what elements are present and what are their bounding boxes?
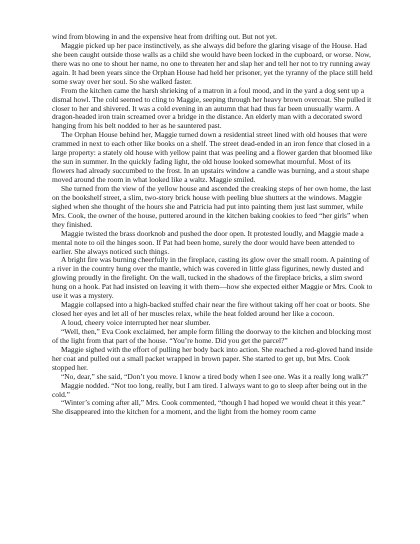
- paragraph-13: Maggie nodded. “Not too long, really, but I am tired. I always want to go to sleep after being out in the cold.”: [52, 380, 367, 399]
- paragraph-5: She turned from the view of the yellow house and ascended the creaking steps of her own home, the last on the bookshelf street, a slim, two-story brick house with peeling blue shutters at the windows. Maggie sighed when she thought of the hours she and Patricia had put into painting them just last summer, while Mrs. Cook, the owner of the house, puttered around in the kitchen baking cookies to feed “her girls” when they finished.: [52, 183, 372, 229]
- paragraph-14: “Winter’s coming after all,” Mrs. Cook commented, “though I had hoped we would cheat it this year.” She disappeared into the kitchen for a moment, and the light from the homey room came: [52, 398, 366, 417]
- paragraph-3: From the kitchen came the harsh shrieking of a matron in a foul mood, and in the yard a dog sent up a dismal howl. The cold seemed to cling to Maggie, seeping through her heavy brown overcoat. She pulled it closer to her and shivered. It was a cold evening in an autumn that had thus far been unusually warm. A dragon-headed iron train screamed over a bridge in the distance. An elderly man with a decorated sword hanging from his belt nodded to her as he sauntered past.: [52, 85, 372, 131]
- paragraph-7: A bright fire was burning cheerfully in the fireplace, casting its glow over the small room. A painting of a river in the country hung over the mantle, which was covered in little glass figurines, newly dusted and glowing proudly in the firelight. On the wall, tucked in the shadows of the fireplace bricks, a slim sword hung on a hook. Pat had insisted on leaving it with them—how she expected either Maggie or Mrs. Cook to use it was a mystery.: [52, 255, 373, 301]
- paragraph-10: “Well, then,” Eva Cook exclaimed, her ample form filling the doorway to the kitchen and blocking most of the light from that part of the house. “You’re home. Did you get the parcel?”: [52, 326, 372, 345]
- paragraph-4: The Orphan House behind her, Maggie turned down a residential street lined with old houses that were crammed in next to each other like books on a shelf. The street dead-ended in an iron fence that closed in a large property: a stately old house with yellow paint that was peeling and a flower garden that bloomed like the sun in summer. In the quickly fading light, the old house looked somewhat mournful. Most of its flowers had already succumbed to the frost. In an upstairs window a candle was burning, and a stout shape moved around the room in what looked like a waltz. Maggie smiled.: [52, 130, 372, 184]
- paragraph-9: A loud, cheery voice interrupted her near slumber.: [61, 318, 211, 327]
- paragraph-12: “No, dear,” she said, “Don’t you move. I know a tired body when I see one. Was it a really long walk?”: [61, 371, 369, 381]
- paragraph-8: Maggie collapsed into a high-backed stuffed chair near the fire without taking off her coat or boots. She closed her eyes and let all of her muscles relax, while the heat folded around her like a cocoon.: [52, 300, 370, 319]
- paragraph-1: wind from blowing in and the expensive heat from drifting out. But not yet.: [52, 32, 277, 41]
- paragraph-2: Maggie picked up her pace instinctively, as she always did before the glaring visage of the House. Had she been caught outside those walls as a child she would have been locked in the cupboard, or worse. Now, there was no one to shout her name, no one to threaten her and slap her and tell her not to try running away again. It had been years since the Orphan House had held her prisoner, yet the tyranny of the place still held some sway over her soul. So she walked faster.: [52, 40, 373, 86]
- paragraph-11: Maggie sighed with the effort of pulling her body back into action. She reached a red-gloved hand inside her coat and pulled out a small packet wrapped in brown paper. She started to get up, but Mrs. Cook stopped her.: [52, 344, 373, 372]
- paragraph-6: Maggie twisted the brass doorknob and pushed the door open. It protested loudly, and Maggie made a mental note to oil the hinges soon. If Pat had been home, surely the door would have been attended to earlier. She always noticed such things.: [52, 228, 364, 256]
- document-page: [52, 33, 374, 417]
